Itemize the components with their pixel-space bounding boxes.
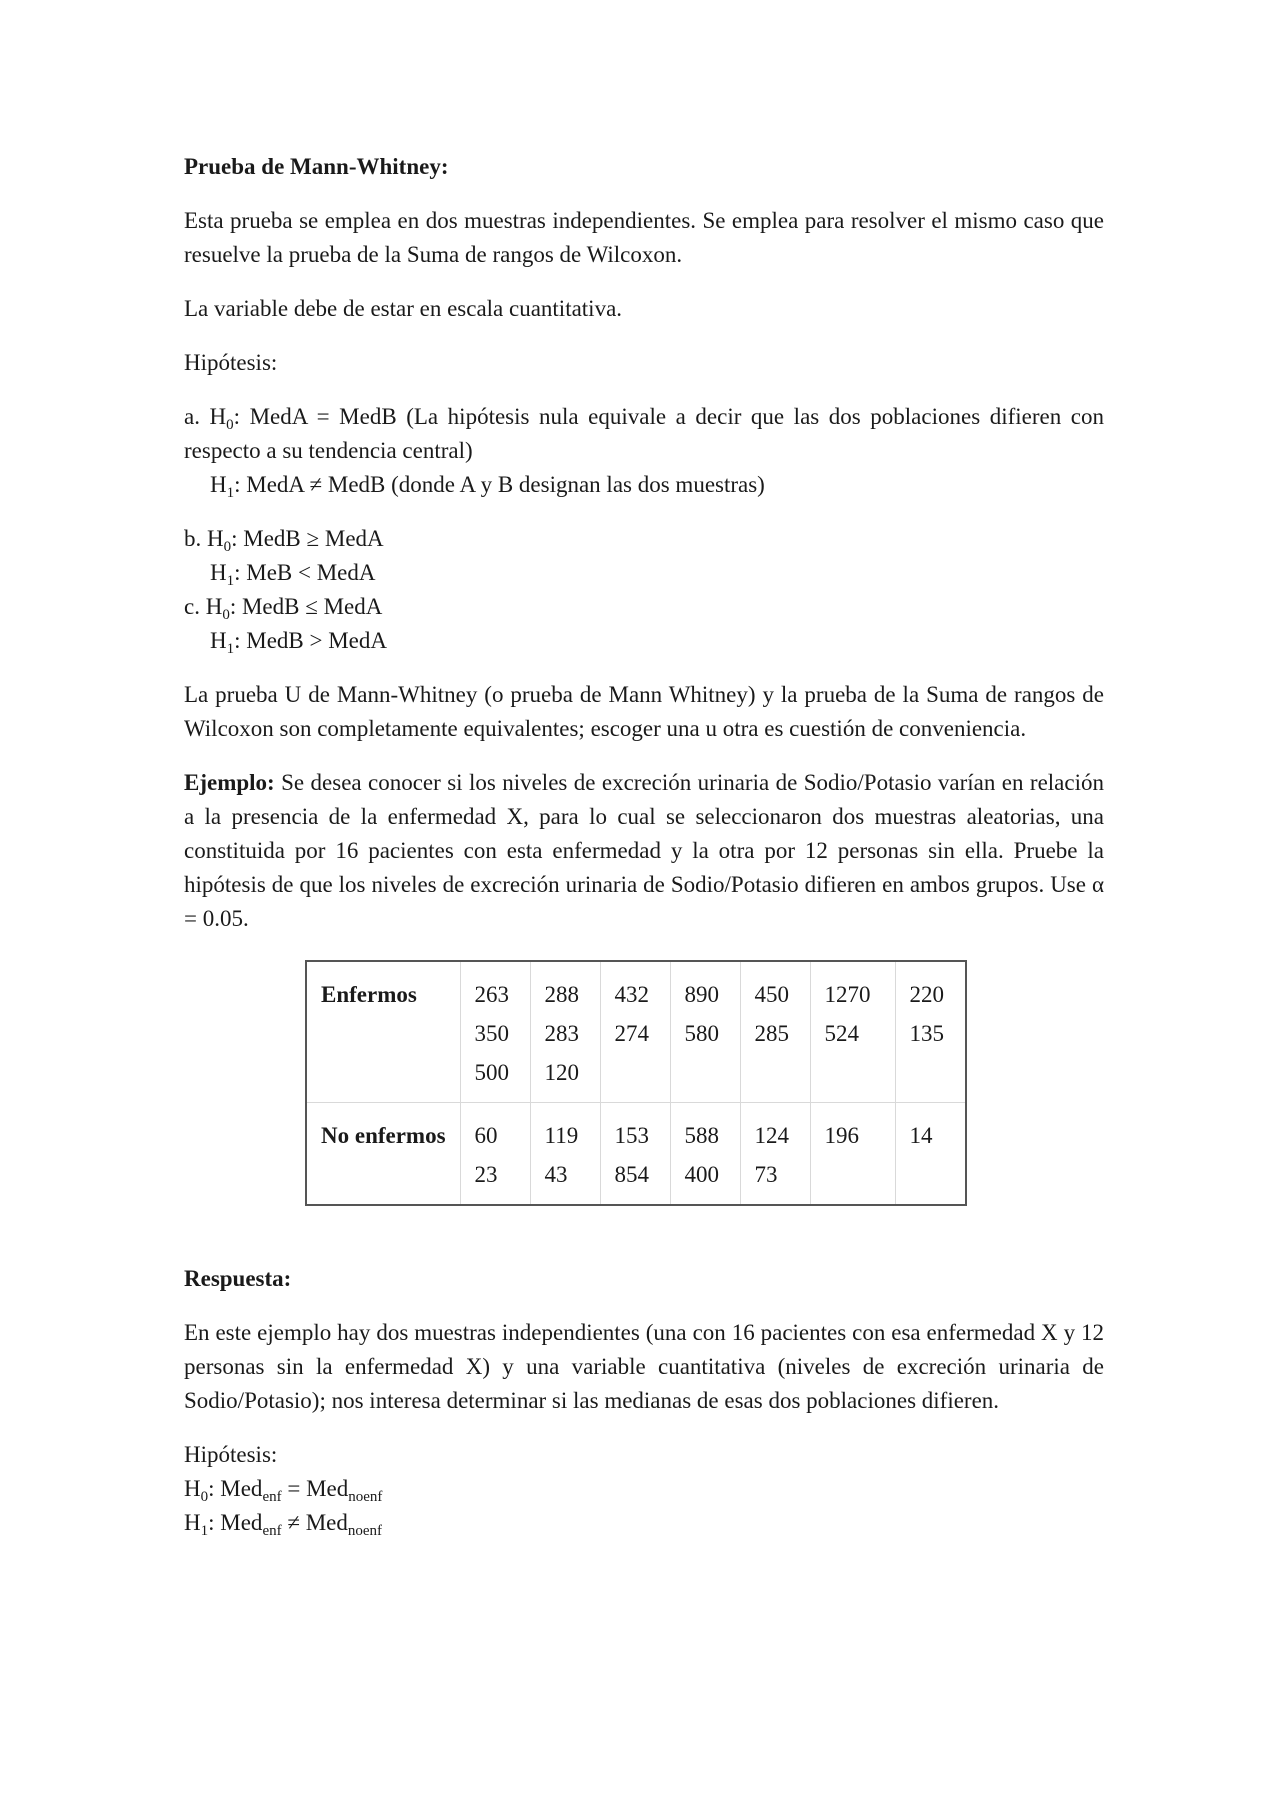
document-body [184, 150, 1104, 1540]
cell-value: 124 [754, 1123, 790, 1148]
cell-value: 60 [474, 1123, 498, 1148]
table-cell [810, 1103, 895, 1206]
table-cell [670, 1103, 740, 1206]
table-cell [460, 961, 530, 1103]
table-cell [600, 1103, 670, 1206]
cell-value: 285 [754, 1021, 790, 1046]
table-row [306, 961, 966, 1103]
cell-value: 588 [684, 1123, 720, 1148]
cell-value: 220 [909, 982, 945, 1007]
cell-value: 73 [754, 1162, 778, 1187]
hypothesis-b-h1: $H_1$: MeB < MedA [210, 560, 376, 589]
cell-value: 14 [909, 1123, 933, 1148]
final-h1: $H_1$: Med$_{enf}$ ≠ Med$_{noenf}$ [184, 1510, 383, 1539]
section-title: Prueba de Mann-Whitney: [184, 154, 449, 179]
hypothesis-c-h1: $H_1$: MedB > MedA [210, 628, 388, 657]
answer-paragraph: En este ejemplo hay dos muestras independientes (una con 16 pacientes con esa enfermedad X y 12 personas sin la enfermedad X) y una variable cuantitativa (niveles de excreción urinaria de Sodio/Potasio); nos interesa determinar si las medianas de esas dos poblaciones difieren. [184, 1320, 1104, 1413]
cell-value: 432 [614, 982, 650, 1007]
example-label: Ejemplo: [184, 770, 275, 795]
final-hypotheses [184, 1438, 1104, 1540]
cell-value: 350 [474, 1021, 510, 1046]
final-hypothesis-label: Hipótesis: [184, 1442, 278, 1467]
cell-value: 119 [544, 1123, 579, 1148]
variable-paragraph: La variable debe de estar en escala cuantitativa. [184, 296, 623, 321]
cell-value: 153 [614, 1123, 650, 1148]
hypothesis-a-h0: a. $H_0$: MedA = MedB (La hipótesis nula equivale a decir que las dos poblaciones difieren con respecto a su tendencia central) [184, 404, 1104, 463]
hypothesis-c-h0: c. $H_0$: MedB ≤ MedA [184, 594, 383, 623]
table-cell [530, 961, 600, 1103]
cell-value: 283 [544, 1021, 580, 1046]
cell-value: 263 [474, 982, 510, 1007]
row-label: Enfermos [306, 961, 460, 1103]
intro-paragraph: Esta prueba se emplea en dos muestras independientes. Se emplea para resolver el mismo caso que resuelve la prueba de la Suma de rangos de Wilcoxon. [184, 208, 1104, 267]
example-text: Se desea conocer si los niveles de excreción urinaria de Sodio/Potasio varían en relación a la presencia de la enfermedad X, para lo cual se seleccionaron dos muestras aleatorias, una constituida por 16 pacientes con esta enfermedad y la otra por 12 personas sin ella. Pruebe la hipótesis de que los niveles de excreción urinaria de Sodio/Potasio difieren en ambos grupos. Use α = 0.05. [184, 770, 1104, 931]
table-cell [600, 961, 670, 1103]
cell-value: 288 [544, 982, 580, 1007]
cell-value: 524 [824, 1021, 860, 1046]
row-label: No enfermos [306, 1103, 460, 1206]
cell-value: 135 [909, 1021, 945, 1046]
table-cell [895, 1103, 966, 1206]
cell-value: 400 [684, 1162, 720, 1187]
data-table [305, 960, 967, 1206]
hypothesis-b-c [184, 522, 1104, 658]
equivalence-paragraph: La prueba U de Mann-Whitney (o prueba de Mann Whitney) y la prueba de la Suma de rangos de Wilcoxon son completamente equivalentes; escoger una u otra es cuestión de conveniencia. [184, 682, 1104, 741]
table-cell [810, 961, 895, 1103]
cell-value: 1270 [824, 982, 871, 1007]
answer-label: Respuesta: [184, 1266, 292, 1291]
cell-value: 120 [544, 1060, 580, 1085]
final-h0: $H_0$: Med$_{enf}$ = Med$_{noenf}$ [184, 1476, 383, 1505]
hypothesis-a [184, 400, 1104, 502]
cell-value: 890 [684, 982, 720, 1007]
hypothesis-label: Hipótesis: [184, 350, 278, 375]
example-paragraph [184, 766, 1104, 936]
cell-value: 854 [614, 1162, 650, 1187]
cell-value: 23 [474, 1162, 498, 1187]
cell-value: 450 [754, 982, 790, 1007]
table-cell [740, 1103, 810, 1206]
cell-value: 196 [824, 1123, 860, 1148]
hypothesis-b-h0: b. $H_0$: MedB ≥ MedA [184, 526, 384, 555]
hypothesis-a-h1: $H_1$: MedA ≠ MedB (donde A y B designan las dos muestras) [210, 472, 765, 501]
cell-value: 274 [614, 1021, 650, 1046]
table-row [306, 1103, 966, 1206]
table-cell [670, 961, 740, 1103]
cell-value: 500 [474, 1060, 510, 1085]
cell-value: 580 [684, 1021, 720, 1046]
table-cell [895, 961, 966, 1103]
table-cell [740, 961, 810, 1103]
table-cell [460, 1103, 530, 1206]
cell-value: 43 [544, 1162, 568, 1187]
table-cell [530, 1103, 600, 1206]
